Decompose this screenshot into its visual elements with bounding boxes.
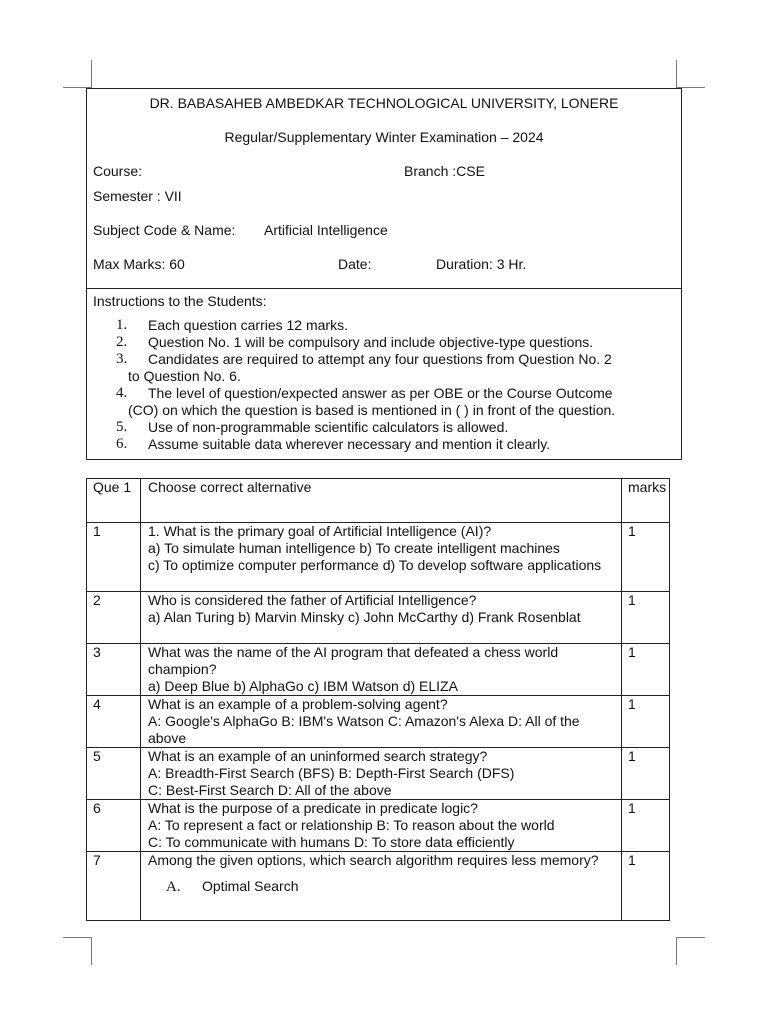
instruction-item	[87, 385, 681, 402]
question-number: 5	[87, 748, 141, 800]
instruction-number: 1.	[116, 317, 128, 333]
crop-mark-bottom-left-v	[91, 937, 92, 965]
question-text	[141, 748, 622, 800]
instructions-list	[87, 317, 681, 453]
question-line: Who is considered the father of Artificial Intelligence?	[148, 592, 477, 608]
university-name: DR. BABASAHEB AMBEDKAR TECHNOLOGICAL UNIVERSITY, LONERE	[149, 95, 619, 111]
instruction-item	[87, 351, 681, 368]
question-marks: 1	[622, 696, 670, 748]
question-number: 4	[87, 696, 141, 748]
question-line: A: Breadth-First Search (BFS) B: Depth-First Search (DFS)	[148, 765, 515, 781]
instruction-text: Question No. 1 will be compulsory and include objective-type questions.	[148, 334, 594, 350]
question-line: C: To communicate with humans D: To store data efficiently	[148, 834, 515, 850]
question-text	[141, 644, 622, 696]
header-divider	[87, 288, 681, 289]
instruction-text: Each question carries 12 marks.	[148, 317, 348, 333]
instruction-item	[87, 436, 681, 453]
question-line: A: Google's AlphaGo B: IBM's Watson C: Amazon's Alexa D: All of the above	[148, 713, 580, 746]
table-row	[87, 696, 670, 748]
question-number: 6	[87, 800, 141, 852]
question-text	[141, 696, 622, 748]
question-line: 1. What is the primary goal of Artificial Intelligence (AI)?	[148, 523, 492, 539]
question-line: c) To optimize computer performance d) To develop software applications	[148, 557, 602, 573]
option-letter: A.	[166, 879, 181, 895]
branch-label: Branch :CSE	[404, 163, 485, 179]
question-line: a) To simulate human intelligence b) To create intelligent machines	[148, 540, 560, 556]
question-number: 3	[87, 644, 141, 696]
crop-mark-bottom-left-h	[63, 937, 91, 938]
instructions-title: Instructions to the Students:	[93, 293, 267, 309]
question-line: What is an example of an uninformed search strategy?	[148, 748, 488, 764]
table-row	[87, 523, 670, 592]
instruction-text: Assume suitable data wherever necessary and mention it clearly.	[148, 436, 551, 452]
question-line: Among the given options, which search algorithm requires less memory?	[148, 852, 599, 868]
table-row	[87, 852, 670, 921]
instruction-text: to Question No. 6.	[128, 368, 241, 384]
question-line: A: To represent a fact or relationship B: To reason about the world	[148, 817, 555, 833]
crop-mark-top-left-v	[91, 60, 92, 88]
subject-label: Subject Code & Name:	[93, 222, 236, 238]
question-text	[141, 800, 622, 852]
question-text	[141, 523, 622, 592]
table-row	[87, 748, 670, 800]
header-choose: Choose correct alternative	[141, 479, 622, 523]
question-table	[86, 478, 670, 921]
table-row	[87, 592, 670, 644]
instruction-item	[87, 334, 681, 351]
question-line: a) Deep Blue b) AlphaGo c) IBM Watson d) ELIZA	[148, 678, 458, 694]
header-marks: marks	[622, 479, 670, 523]
table-header-row	[87, 479, 670, 523]
question-marks: 1	[622, 523, 670, 592]
question-marks: 1	[622, 748, 670, 800]
question-line: What is an example of a problem-solving agent?	[148, 696, 448, 712]
crop-mark-bottom-right-h	[677, 937, 705, 938]
date-label: Date:	[338, 256, 372, 272]
instruction-number: 3.	[116, 351, 128, 367]
instruction-continuation	[87, 402, 681, 419]
question-line: a) Alan Turing b) Marvin Minsky c) John McCarthy d) Frank Rosenblat	[148, 609, 581, 625]
instruction-item	[87, 419, 681, 436]
header-que: Que 1	[87, 479, 141, 523]
instruction-item	[87, 317, 681, 334]
crop-mark-top-right-v	[676, 60, 677, 88]
question-line: C: Best-First Search D: All of the above	[148, 782, 392, 798]
instruction-number: 5.	[116, 419, 128, 435]
max-marks: Max Marks: 60	[93, 256, 185, 272]
instruction-text: The level of question/expected answer as per OBE or the Course Outcome	[148, 385, 613, 401]
question-text	[141, 852, 622, 921]
question-marks: 1	[622, 592, 670, 644]
duration-label: Duration: 3 Hr.	[436, 256, 527, 272]
question-text	[141, 592, 622, 644]
question-marks: 1	[622, 800, 670, 852]
table-row	[87, 644, 670, 696]
question-line: What is the purpose of a predicate in predicate logic?	[148, 800, 478, 816]
subject-name: Artificial Intelligence	[264, 222, 388, 238]
instruction-number: 2.	[116, 334, 128, 350]
instruction-number: 6.	[116, 436, 128, 452]
option-text: Optimal Search	[202, 878, 299, 894]
semester-label: Semester : VII	[93, 188, 182, 204]
question-number: 1	[87, 523, 141, 592]
table-row	[87, 800, 670, 852]
question-line: What was the name of the AI program that defeated a chess world champion?	[148, 644, 559, 677]
course-label: Course:	[93, 163, 143, 179]
question-marks: 1	[622, 852, 670, 921]
crop-mark-bottom-right-v	[676, 937, 677, 965]
exam-title: Regular/Supplementary Winter Examination – 2024	[224, 129, 544, 145]
instruction-text: Use of non-programmable scientific calculators is allowed.	[148, 419, 509, 435]
question-number: 2	[87, 592, 141, 644]
instruction-text: (CO) on which the question is based is mentioned in ( ) in front of the question.	[128, 402, 616, 418]
question-marks: 1	[622, 644, 670, 696]
option-line	[148, 878, 615, 896]
instruction-continuation	[87, 368, 681, 385]
exam-header-box	[86, 88, 682, 460]
instruction-text: Candidates are required to attempt any four questions from Question No. 2	[148, 351, 612, 367]
question-number: 7	[87, 852, 141, 921]
instruction-number: 4.	[116, 385, 128, 401]
